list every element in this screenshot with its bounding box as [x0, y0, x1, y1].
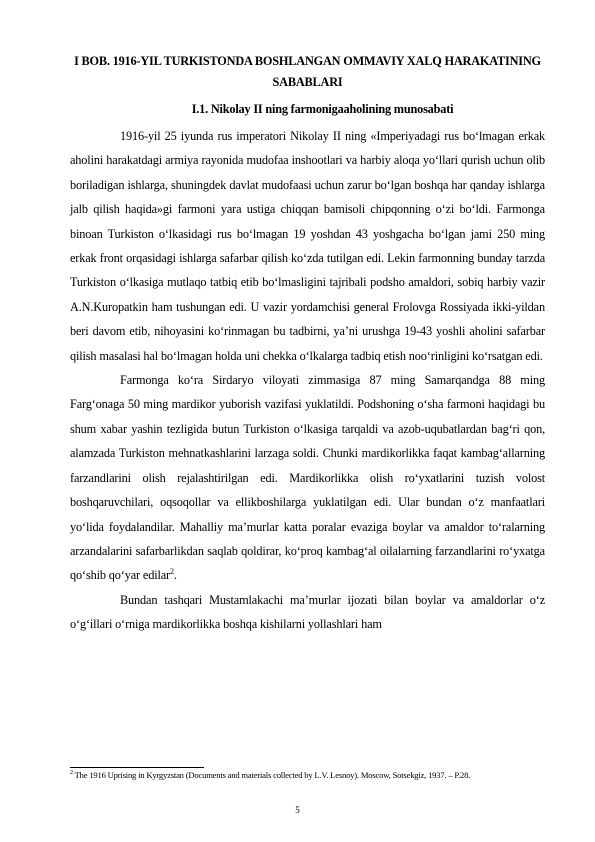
section-title: I.1. Nikolay II ning farmonigaaholining munosabati [191, 102, 454, 116]
chapter-title: I BOB. 1916-YIL TURKISTONDA BOSHLANGAN OMMAVIY XALQ HARAKATINING SABABLARI [74, 54, 541, 89]
paragraph-2-end: . [173, 568, 177, 583]
footnote-marker: 2 [70, 770, 73, 777]
page-number: 5 [295, 805, 300, 815]
footnote-text: The 1916 Uprising in Kyrgyzstan (Documents and materials collected by L.V. Lesnoy). Moscow, Sotsekgiz, 1937. – P.28. [74, 770, 471, 780]
paragraph-2-text: Farmonga ko‘ra Sirdaryo viloyati zimmasiga 87 ming Samarqandga 88 ming Farg‘onaga 50 ming mardikor yuborish vazifasi yuklatildi. Podshoning o‘sha farmoni haqidagi bu shum xabar yashin tezligida butun Turkiston o‘lkasiga tarqaldi va azob-uqubatlardan bag‘ri qon, alamzada Turkiston mehnatkashlarini larzaga soldi. Chunki mardikorlikka faqat kambag‘allarning farzandlarini olish rejalashtirilgan edi. Mardikorlikka olish ro‘yxatlarini tuzish volost boshqaruvchilari, oqsoqollar va ellikboshilarga yuklatilgan edi. Ular bundan o‘z manfaatlari yo‘lida foydalandilar. Mahalliy ma’murlar katta poralar evaziga boylar va amaldor to‘ralarning arzandalarini safarbarlikdan saqlab qoldirar, ko‘proq kambag‘al oilalarning farzandlarini ro‘yxatga qo‘shib qo‘yar edilar [70, 373, 545, 583]
paragraph-1 [70, 124, 545, 368]
body-text [70, 124, 545, 637]
footnote [70, 768, 545, 782]
paragraph-1-text: 1916-yil 25 iyunda rus imperatori Nikolay II ning «Imperiyadagi rus bo‘lmagan erkak aholini harakatdagi armiya rayonida mudofaa inshootlari va harbiy aloqa yo‘llari qurish uchun olib boriladigan ishlarga, shuningdek davlat mudofaasi uchun zarur bo‘lgan boshqa har qanday ishlarga jalb qilish haqida»gi farmoni yara ustiga chiqqan bamisoli chipqonning o‘zi bo‘ldi. Farmonga binoan Turkiston o‘lkasidagi rus bo‘lmagan 19 yoshdan 43 yoshgacha bo‘lgan jami 250 ming erkak front orqasidagi ishlarga safarbar qilish ko‘zda tutilgan edi. Lekin farmonning bunday tarzda Turkiston o‘lkasiga mutlaqo tatbiq etib bo‘lmasligini tajribali podsho amaldori, sobiq harbiy vazir A.N.Kuropatkin ham tushungan edi. U vazir yordamchisi general Frolovga Rossiyada ikki-yildan beri davom etib, nihoyasini ko‘rinmagan bu tadbirni, ya’ni urushga 19-43 yoshli aholini safarbar qilish masalasi hal bo‘lmagan holda uni chekka o‘lkalarga tadbiq etish noo‘rinligini ko‘rsatgan edi. [70, 129, 545, 363]
footnote-reference[interactable]: 2 [169, 567, 174, 577]
paragraph-3 [70, 588, 545, 637]
paragraph-3-text: Bundan tashqari Mustamlakachi ma’murlar ijozati bilan boylar va amaldorlar o‘z o‘g‘illari o‘rniga mardikorlikka boshqa kishilarni yollashlari ham [70, 592, 545, 632]
paragraph-2 [70, 368, 545, 588]
